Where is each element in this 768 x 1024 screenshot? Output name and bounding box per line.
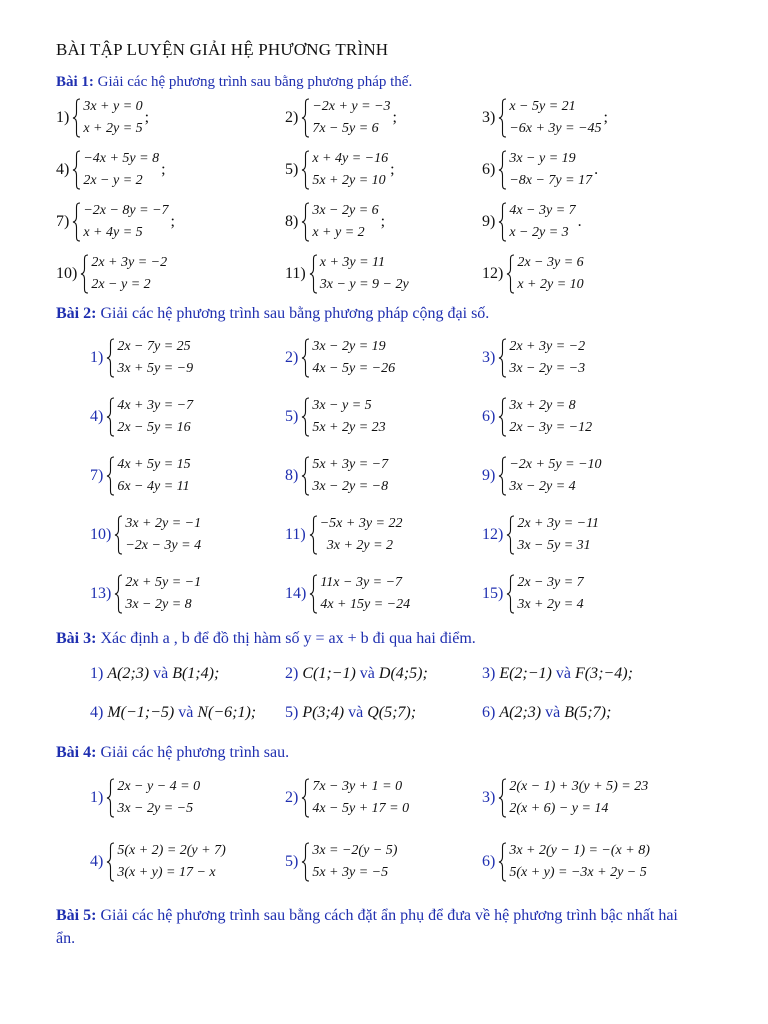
equation-system xyxy=(285,250,411,298)
point-pair xyxy=(285,665,428,683)
problem-number: 2) xyxy=(285,789,299,806)
section-2-heading xyxy=(56,305,489,323)
equation-line: x + 4y = −16 xyxy=(312,151,389,166)
equation-line: 2(x − 1) + 3(y + 5) = 23 xyxy=(509,779,649,794)
equation-line: 3x + 2y = −1 xyxy=(125,516,202,531)
point: A(2;3) xyxy=(499,704,542,721)
equation-line: 4x − 5y + 17 = 0 xyxy=(312,801,410,816)
section-text: Xác định a , b để đồ thị hàm số y = ax + b đi qua hai điểm. xyxy=(96,630,476,647)
problem-number: 11) xyxy=(285,526,306,543)
equation-line: −4x + 5y = 8 xyxy=(83,151,160,166)
problem-number: 3) xyxy=(482,665,496,682)
section-label: Bài 1: xyxy=(56,74,94,90)
equation-line: −5x + 3y = 22 xyxy=(319,516,403,531)
problem-number: 1) xyxy=(90,665,104,682)
problem-number: 12) xyxy=(482,265,504,282)
problem-number: 11) xyxy=(285,265,306,282)
section-text: Giải các hệ phương trình sau bằng cách đặt ẩn phụ để đưa về hệ phương trình bậc nhất hai xyxy=(96,907,678,924)
equation-system xyxy=(285,198,385,246)
equation-line: −6x + 3y = −45 xyxy=(509,121,602,136)
equation-line: x + 2y = 10 xyxy=(517,277,584,292)
left-brace-icon xyxy=(498,778,507,818)
section-1-heading xyxy=(56,74,412,91)
equation-system xyxy=(482,511,599,559)
equation-system xyxy=(482,452,602,500)
equation-punctuation: ; xyxy=(161,161,166,178)
section-text: Giải các hệ phương trình sau bằng phương pháp thế. xyxy=(93,74,413,90)
equation-line: 4x + 15y = −24 xyxy=(320,597,411,612)
equation-line: 3x − 2y = 19 xyxy=(312,339,386,354)
problem-number: 15) xyxy=(482,585,504,602)
equation-line: 3x − 2y = 4 xyxy=(509,479,576,494)
equation-system xyxy=(90,393,193,441)
equation-line: 5x + 3y = −5 xyxy=(312,865,389,880)
equation-line: 3x + 2y = 8 xyxy=(509,398,576,413)
equation-line: x − 2y = 3 xyxy=(509,225,569,240)
problem-number: 6) xyxy=(482,161,496,178)
equation-punctuation: . xyxy=(594,161,599,178)
equation-punctuation: ; xyxy=(392,109,397,126)
equation-line: 5(x + y) = −3x + 2y − 5 xyxy=(509,865,647,880)
equation-line: x + 3y = 11 xyxy=(319,255,386,270)
equation-line: 2x + 3y = −2 xyxy=(509,339,586,354)
problem-number: 2) xyxy=(285,349,299,366)
left-brace-icon xyxy=(114,574,123,614)
left-brace-icon xyxy=(498,150,507,190)
section-label: Bài 4: xyxy=(56,744,97,761)
equation-line: 3x + 2y = 4 xyxy=(517,597,584,612)
equation-line: 3x − y = 9 − 2y xyxy=(319,277,409,292)
left-brace-icon xyxy=(106,778,115,818)
section-label: Bài 2: xyxy=(56,305,97,322)
problem-number: 1) xyxy=(90,789,104,806)
equation-line: −2x − 8y = −7 xyxy=(83,203,169,218)
equation-line: 2x − y = 2 xyxy=(83,173,143,188)
problem-number: 8) xyxy=(285,213,299,230)
problem-number: 9) xyxy=(482,467,496,484)
problem-number: 6) xyxy=(482,408,496,425)
equation-line: 3x − y = 19 xyxy=(509,151,576,166)
left-brace-icon xyxy=(309,574,318,614)
equation-system xyxy=(285,452,388,500)
left-brace-icon xyxy=(301,456,310,496)
equation-line: 2x − 3y = 6 xyxy=(517,255,584,270)
equation-line: 2(x + 6) − y = 14 xyxy=(509,801,609,816)
section-4-heading xyxy=(56,744,289,762)
left-brace-icon xyxy=(301,397,310,437)
point-pair xyxy=(482,704,611,722)
point-punctuation: ; xyxy=(410,704,417,721)
equation-line: 3x − y = 5 xyxy=(312,398,372,413)
and-word: và xyxy=(555,665,571,682)
left-brace-icon xyxy=(72,202,81,242)
equation-line: 4x + 3y = −7 xyxy=(117,398,194,413)
problem-number: 5) xyxy=(285,704,299,721)
equation-line: 2x + 5y = −1 xyxy=(125,575,202,590)
point-pair xyxy=(90,665,219,683)
left-brace-icon xyxy=(72,98,81,138)
equation-line: 3x − 2y = −8 xyxy=(312,479,389,494)
point: Q(5;7) xyxy=(367,704,411,721)
equation-line: 5x + 3y = −7 xyxy=(312,457,389,472)
equation-line: 5(x + 2) = 2(y + 7) xyxy=(117,843,226,858)
left-brace-icon xyxy=(506,574,515,614)
section-label: Bài 5: xyxy=(56,907,97,924)
problem-number: 4) xyxy=(90,408,104,425)
left-brace-icon xyxy=(301,778,310,818)
problem-number: 3) xyxy=(482,789,496,806)
equation-line: 3x + 5y = −9 xyxy=(117,361,194,376)
left-brace-icon xyxy=(309,515,318,555)
and-word: và xyxy=(359,665,375,682)
equation-system xyxy=(285,393,386,441)
point: M(−1;−5) xyxy=(107,704,175,721)
left-brace-icon xyxy=(301,150,310,190)
equation-punctuation: ; xyxy=(603,109,608,126)
problem-number: 5) xyxy=(285,408,299,425)
problem-number: 3) xyxy=(482,349,496,366)
section-text: Giải các hệ phương trình sau bằng phương pháp cộng đại số. xyxy=(96,305,490,322)
equation-line: 3(x + y) = 17 − x xyxy=(117,865,216,880)
equation-system xyxy=(482,838,650,886)
point: C(1;−1) xyxy=(302,665,356,682)
and-word: và xyxy=(348,704,364,721)
problem-number: 12) xyxy=(482,526,504,543)
point-punctuation: ; xyxy=(213,665,220,682)
equation-line: −8x − 7y = 17 xyxy=(509,173,593,188)
equation-system xyxy=(285,334,395,382)
section-3-heading xyxy=(56,630,476,648)
equation-line: 4x − 3y = 7 xyxy=(509,203,576,218)
equation-line: 3x − 5y = 31 xyxy=(517,538,591,553)
problem-number: 4) xyxy=(90,704,104,721)
point: N(−6;1) xyxy=(197,704,251,721)
equation-line: 2x − y − 4 = 0 xyxy=(117,779,201,794)
left-brace-icon xyxy=(106,842,115,882)
equation-line: 2x − 5y = 16 xyxy=(117,420,191,435)
equation-line: 5x + 2y = 23 xyxy=(312,420,386,435)
equation-system xyxy=(285,94,397,142)
equation-system xyxy=(482,146,598,194)
equation-line: −2x − 3y = 4 xyxy=(125,538,202,553)
equation-system xyxy=(285,774,409,822)
equation-system xyxy=(482,250,586,298)
equation-system xyxy=(90,838,226,886)
point-punctuation: ; xyxy=(627,665,633,682)
equation-line: x + 2y = 5 xyxy=(83,121,143,136)
left-brace-icon xyxy=(106,397,115,437)
equation-system xyxy=(90,774,200,822)
equation-line: x − 5y = 21 xyxy=(509,99,576,114)
equation-system xyxy=(56,94,149,142)
point-pair xyxy=(285,704,416,722)
point: B(5;7) xyxy=(564,704,606,721)
section-5-heading-line2: ẩn. xyxy=(56,930,76,947)
equation-system xyxy=(482,94,608,142)
left-brace-icon xyxy=(498,842,507,882)
equation-line: 3x − 2y = 6 xyxy=(312,203,379,218)
equation-punctuation: . xyxy=(577,213,582,230)
equation-line: 3x − 2y = −3 xyxy=(509,361,586,376)
equation-line: 2x + 3y = −11 xyxy=(517,516,600,531)
equation-system xyxy=(482,334,585,382)
point-punctuation: ; xyxy=(605,704,612,721)
equation-line: 6x − 4y = 11 xyxy=(117,479,190,494)
left-brace-icon xyxy=(72,150,81,190)
and-word: và xyxy=(545,704,561,721)
left-brace-icon xyxy=(301,338,310,378)
equation-line: 11x − 3y = −7 xyxy=(320,575,403,590)
problem-number: 13) xyxy=(90,585,112,602)
equation-system xyxy=(482,393,592,441)
equation-line: 4x − 5y = −26 xyxy=(312,361,396,376)
equation-system xyxy=(285,838,397,886)
equation-line: 3x + 2(y − 1) = −(x + 8) xyxy=(509,843,650,858)
equation-line: 7x − 3y + 1 = 0 xyxy=(312,779,403,794)
left-brace-icon xyxy=(80,254,89,294)
equation-line: 2x − 3y = −12 xyxy=(509,420,593,435)
equation-punctuation: ; xyxy=(144,109,150,126)
point: A(2;3) xyxy=(107,665,150,682)
left-brace-icon xyxy=(498,338,507,378)
left-brace-icon xyxy=(498,202,507,242)
equation-system xyxy=(56,198,175,246)
problem-number: 8) xyxy=(285,467,299,484)
equation-line: 2x − y = 2 xyxy=(91,277,151,292)
section-5-heading xyxy=(56,907,678,925)
equation-line: 3x + 2y = 2 xyxy=(319,538,394,553)
equation-system xyxy=(90,570,201,618)
equation-line: 2x − 7y = 25 xyxy=(117,339,191,354)
section-label: Bài 3: xyxy=(56,630,97,647)
equation-system xyxy=(482,198,582,246)
equation-line: 2x − 3y = 7 xyxy=(517,575,584,590)
left-brace-icon xyxy=(301,202,310,242)
and-word: và xyxy=(153,665,169,682)
problem-number: 10) xyxy=(90,526,112,543)
equation-system xyxy=(482,774,648,822)
equation-system xyxy=(285,570,410,618)
left-brace-icon xyxy=(114,515,123,555)
left-brace-icon xyxy=(301,842,310,882)
equation-line: 3x − 2y = −5 xyxy=(117,801,194,816)
equation-line: −2x + 5y = −10 xyxy=(509,457,602,472)
point: F(3;−4) xyxy=(575,665,628,682)
equation-system xyxy=(56,146,166,194)
problem-number: 5) xyxy=(285,161,299,178)
document-title: BÀI TẬP LUYỆN GIẢI HỆ PHƯƠNG TRÌNH xyxy=(56,40,389,59)
left-brace-icon xyxy=(106,338,115,378)
equation-system xyxy=(90,511,201,559)
problem-number: 2) xyxy=(285,109,299,126)
problem-number: 6) xyxy=(482,853,496,870)
left-brace-icon xyxy=(506,254,515,294)
equation-punctuation: ; xyxy=(380,213,386,230)
problem-number: 4) xyxy=(56,161,70,178)
left-brace-icon xyxy=(498,98,507,138)
point-punctuation: ; xyxy=(422,665,428,682)
equation-system xyxy=(285,146,395,194)
section-text: Giải các hệ phương trình sau. xyxy=(96,744,290,761)
equation-line: 3x = −2(y − 5) xyxy=(312,843,398,858)
and-word: và xyxy=(178,704,194,721)
problem-number: 10) xyxy=(56,265,78,282)
equation-line: 2x + 3y = −2 xyxy=(91,255,168,270)
equation-line: 3x − 2y = 8 xyxy=(125,597,192,612)
point-pair xyxy=(482,665,633,683)
equation-line: 4x + 5y = 15 xyxy=(117,457,191,472)
left-brace-icon xyxy=(498,456,507,496)
problem-number: 7) xyxy=(90,467,104,484)
left-brace-icon xyxy=(506,515,515,555)
equation-line: 3x + y = 0 xyxy=(83,99,143,114)
point: B(1;4) xyxy=(172,665,214,682)
left-brace-icon xyxy=(301,98,310,138)
point: E(2;−1) xyxy=(499,665,552,682)
equation-punctuation: ; xyxy=(390,161,395,178)
problem-number: 9) xyxy=(482,213,496,230)
equation-system xyxy=(56,250,169,298)
equation-line: 7x − 5y = 6 xyxy=(312,121,379,136)
problem-number: 14) xyxy=(285,585,307,602)
point-pair xyxy=(90,704,256,722)
equation-line: x + 4y = 5 xyxy=(83,225,143,240)
equation-punctuation: ; xyxy=(170,213,175,230)
equation-system xyxy=(90,334,193,382)
point: D(4;5) xyxy=(378,665,423,682)
left-brace-icon xyxy=(106,456,115,496)
problem-number: 6) xyxy=(482,704,496,721)
equation-line: −2x + y = −3 xyxy=(312,99,391,114)
problem-number: 1) xyxy=(90,349,104,366)
equation-line: 5x + 2y = 10 xyxy=(312,173,386,188)
left-brace-icon xyxy=(498,397,507,437)
equation-system xyxy=(90,452,191,500)
problem-number: 2) xyxy=(285,665,299,682)
point-punctuation: ; xyxy=(250,704,257,721)
equation-system xyxy=(285,511,403,559)
problem-number: 4) xyxy=(90,853,104,870)
problem-number: 5) xyxy=(285,853,299,870)
problem-number: 1) xyxy=(56,109,70,126)
equation-system xyxy=(482,570,584,618)
problem-number: 3) xyxy=(482,109,496,126)
problem-number: 7) xyxy=(56,213,70,230)
point: P(3;4) xyxy=(302,704,345,721)
equation-line: x + y = 2 xyxy=(312,225,365,240)
left-brace-icon xyxy=(309,254,318,294)
